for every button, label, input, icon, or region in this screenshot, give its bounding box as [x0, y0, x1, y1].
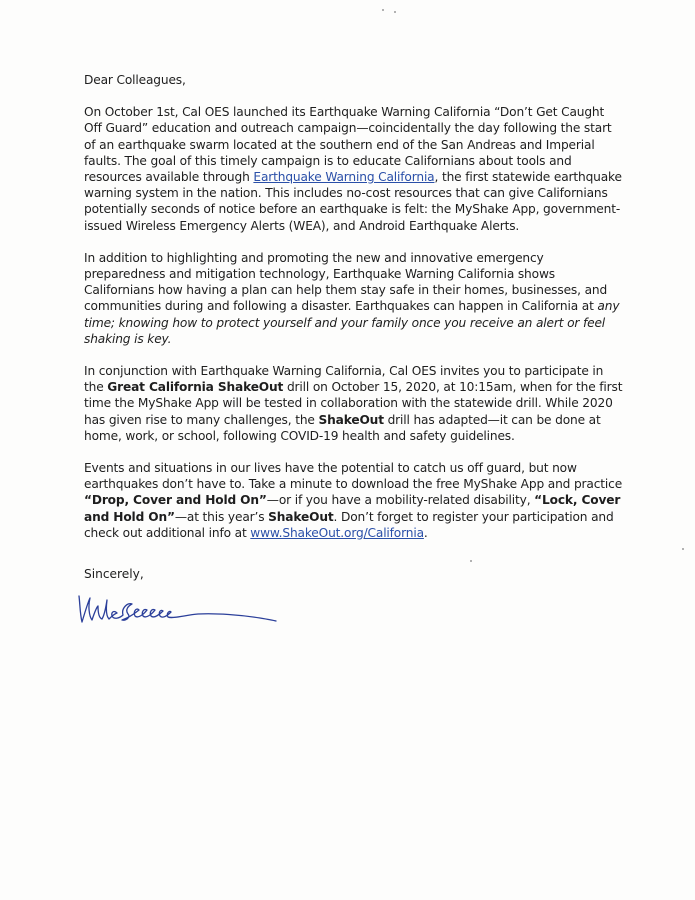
paragraph-italic-text: any time; knowing how to protect yourself and your family once you receive an alert or feel shaking is key.: [84, 299, 620, 346]
scan-speck: [382, 9, 384, 11]
paragraph-text: In addition to highlighting and promoting the new and innovative emergency preparedness and mitigation technology, Earthquake Warning California shows Californians how having a plan can help them stay safe in their homes, businesses, and communities during and following a disaster. Earthquakes can happen in California at: [84, 250, 608, 314]
paragraph-text: .: [423, 525, 428, 540]
earthquake-warning-california-link[interactable]: Earthquake Warning California: [253, 170, 435, 185]
paragraph-text: drill on October 15, 2020, at 10:15am, when for the first time the MyShake App will be tested in collaboration with the statewide drill. While 2020 has given rise to many challenges, the: [84, 380, 623, 427]
lock-cover-hold-on-bold: “Lock, Cover and Hold On”: [84, 493, 621, 524]
great-california-shakeout-bold: Great California ShakeOut: [107, 380, 284, 395]
salutation: Dear Colleagues,: [84, 73, 186, 87]
paragraph-text: . Don’t forget to register your participation and check out additional info at: [84, 509, 614, 540]
paragraph-text: In conjunction with Earthquake Warning California, Cal OES invites you to participate in the: [84, 364, 604, 395]
paragraph-text: On October 1st, Cal OES launched its Earthquake Warning California “Don’t Get Caught Off Guard” education and outreach campaign—coincidentally the day following the start of an earthquake swarm located at the southern end of the San Andreas and Imperial faults. The goal of this timely campaign is to educate Californians about tools and resources available through: [84, 105, 612, 185]
handwritten-signature: [76, 588, 286, 630]
scan-speck: [682, 548, 684, 550]
letter-body: [84, 72, 624, 557]
drop-cover-hold-on-bold: “Drop, Cover and Hold On”: [84, 493, 267, 508]
closing: Sincerely,: [84, 567, 144, 581]
paragraph-text: , the first statewide earthquake warning system in the nation. This includes no-cost resources that can give Californians potentially seconds of notice before an earthquake is felt: the MyShake App, government-issued Wireless Emergency Alerts (WEA), and Android Earthquake Alerts.: [84, 170, 622, 233]
paragraph-text: Events and situations in our lives have the potential to catch us off guard, but now earthquakes don’t have to. Take a minute to download the free MyShake App and practice: [84, 461, 623, 492]
paragraph-call-to-action: [84, 460, 624, 541]
scan-speck: [470, 560, 472, 562]
paragraph-text: —or if you have a mobility-related disability,: [266, 493, 535, 508]
shakeout-bold: ShakeOut: [318, 412, 384, 427]
paragraph-text: drill has adapted—it can be done at home, work, or school, following COVID-19 health and safety guidelines.: [84, 412, 601, 443]
shakeout-website-link[interactable]: www.ShakeOut.org/California: [250, 525, 424, 540]
paragraph-shakeout-drill: [84, 363, 624, 444]
scan-speck: [394, 11, 396, 13]
paragraph-campaign-launch: [84, 104, 624, 234]
shakeout-bold: ShakeOut: [268, 509, 334, 524]
paragraph-text: —at this year’s: [174, 509, 269, 524]
paragraph-preparedness: [84, 250, 624, 347]
